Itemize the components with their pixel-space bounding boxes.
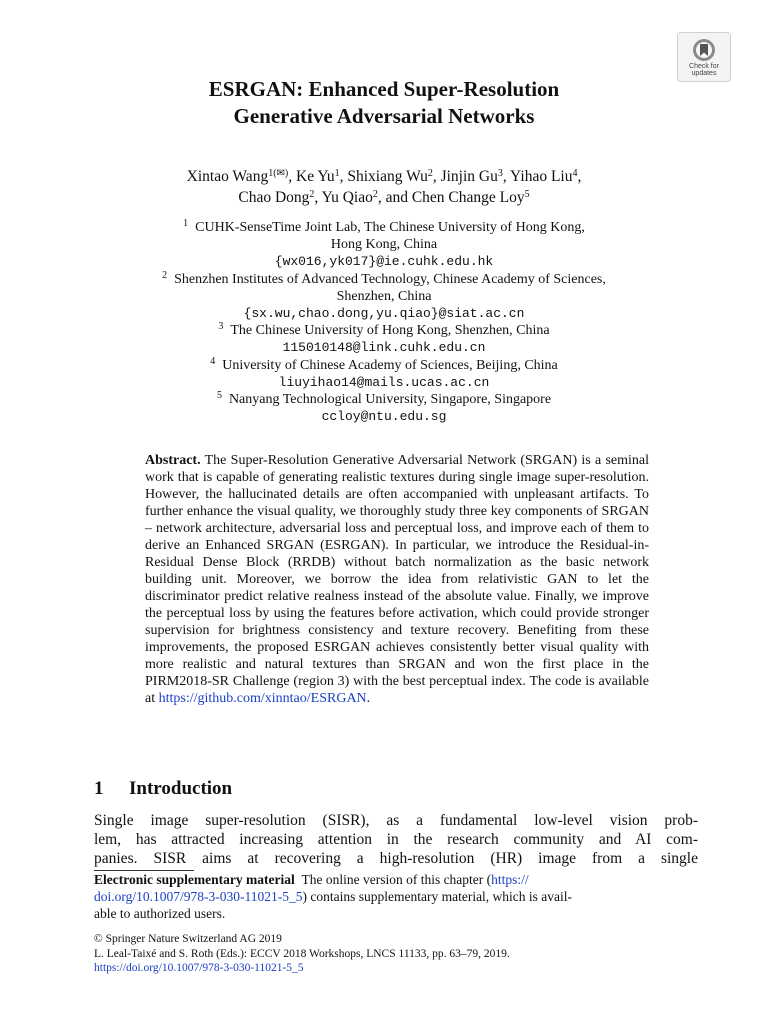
author-sup: 5 xyxy=(524,189,530,200)
abstract xyxy=(145,452,649,707)
affiliation-number: 1 xyxy=(183,218,189,229)
author-sup: 2 xyxy=(427,168,433,179)
author-line-2 xyxy=(0,187,768,208)
supplementary-note xyxy=(94,871,698,922)
badge-label-line1: Check for xyxy=(689,63,719,70)
affiliation-text: Nanyang Technological University, Singapore, Singapore xyxy=(228,392,552,408)
affiliation-number: 4 xyxy=(210,355,216,367)
author-separator: , and xyxy=(377,189,412,206)
affiliation-text: Shenzhen Institutes of Advanced Technology, Chinese Academy of Sciences, xyxy=(174,271,606,287)
affiliation-text: University of Chinese Academy of Sciences, Beijing, China xyxy=(222,357,558,373)
intro-line: Single image super-resolution (SISR), as a fundamental low-level vision prob- xyxy=(94,812,698,829)
title-line-2: Generative Adversarial Networks xyxy=(233,104,535,128)
author-sup: 2 xyxy=(372,189,378,200)
esm-text: The online version of this chapter ( xyxy=(301,872,492,887)
esm-line-2 xyxy=(94,888,698,905)
affiliation-4-line-1 xyxy=(0,357,768,374)
author-name: Shixiang Wu xyxy=(347,168,428,185)
author-name: Chen Change Loy xyxy=(411,189,525,206)
affiliation-number: 3 xyxy=(218,321,224,333)
title-line-1: ESRGAN: Enhanced Super-Resolution xyxy=(208,77,560,101)
author-sup: 1(✉) xyxy=(268,168,289,179)
author-name: Jinjin Gu xyxy=(440,168,498,185)
affiliation-4-email[interactable]: liuyihao14@mails.ucas.ac.cn xyxy=(278,374,490,390)
affiliation-2-line-1 xyxy=(0,271,768,288)
author-name: Yihao Liu xyxy=(510,168,573,185)
citation-line: L. Leal-Taixé and S. Roth (Eds.): ECCV 2018 Workshops, LNCS 11133, pp. 63–79, 2019. xyxy=(94,947,510,960)
author-line-1 xyxy=(0,166,768,187)
author-name: Yu Qiao xyxy=(321,189,373,206)
author-separator: , xyxy=(314,189,322,206)
author-separator: , xyxy=(432,168,441,185)
affiliation-1-line-1 xyxy=(0,219,768,236)
affiliation-2-line-2: Shenzhen, China xyxy=(336,288,432,304)
author-name: Ke Yu xyxy=(296,168,335,185)
abstract-end: . xyxy=(366,691,371,706)
copyright-footer xyxy=(94,932,698,976)
section-heading xyxy=(94,778,232,800)
bookmark-icon xyxy=(691,37,717,63)
author-list xyxy=(0,166,768,208)
badge-label-line2: updates xyxy=(691,70,717,77)
abstract-text: The Super-Resolution Generative Adversarial Network (SRGAN) is a seminal work that is capable of generating realistic textures during single image super-resolution. However, the hallucinated details are often accompanied with unpleasant artifacts. To further enhance the visual quality, we thoroughly study three key components of SRGAN – network architecture, adversarial loss and perceptual loss, and improve each of them to derive an Enhanced SRGAN (ESRGAN). In particular, we introduce the Residual-in-Residual Dense Block (RRDB) without batch normalization as the basic network building unit. Moreover, we borrow the idea from relativistic GAN to let the discriminator predict relative realness instead of the absolute value. Finally, we improve the perceptual loss by using the features before activation, which could provide stronger supervision for brightness consistency and texture recovery. Benefiting from these improvements, the proposed ESRGAN achieves consistently better visual quality with more realistic and natural textures than SRGAN and won the first place in the PIRM2018-SR Challenge (region 3) with the best perceptual index. The code is available at xyxy=(145,453,650,706)
author-sup: 1 xyxy=(334,168,340,179)
author-sup: 2 xyxy=(309,189,315,200)
author-separator: , xyxy=(502,168,511,185)
affiliation-2-email[interactable]: {sx.wu,chao.dong,yu.qiao}@siat.ac.cn xyxy=(243,306,525,322)
author-separator: , xyxy=(339,168,348,185)
author-separator: , xyxy=(577,168,582,185)
affiliation-1-line-2: Hong Kong, China xyxy=(330,237,438,253)
affiliation-3-email[interactable]: 115010148@link.cuhk.edu.cn xyxy=(282,340,486,356)
intro-line: panies. SISR aims at recovering a high-resolution (HR) image from a single xyxy=(94,850,698,867)
affiliation-5-line-1 xyxy=(0,391,768,408)
author-name: Chao Dong xyxy=(238,189,310,206)
affiliation-3-line-1 xyxy=(0,322,768,339)
affiliation-text: CUHK-SenseTime Joint Lab, The Chinese University of Hong Kong, xyxy=(195,220,585,235)
copyright-line: © Springer Nature Switzerland AG 2019 xyxy=(94,933,282,945)
author-sup: 4 xyxy=(572,168,578,179)
esm-line-1 xyxy=(94,871,698,888)
section-title: Introduction xyxy=(129,778,233,799)
paper-title xyxy=(0,76,768,130)
esm-link-part-1[interactable]: https:// xyxy=(491,872,529,887)
author-sup: 3 xyxy=(497,168,503,179)
intro-paragraph xyxy=(94,811,698,868)
esm-label: Electronic supplementary material xyxy=(94,872,295,887)
esm-text: ) contains supplementary material, which is avail- xyxy=(302,889,573,904)
author-separator: , xyxy=(288,168,296,185)
intro-line: lem, has attracted increasing attention in the research community and AI com- xyxy=(94,831,698,848)
affiliation-1-email[interactable]: {wx016,yk017}@ie.cuhk.edu.hk xyxy=(274,254,494,270)
check-for-updates-badge[interactable] xyxy=(677,32,731,82)
affiliations xyxy=(0,219,768,425)
affiliation-number: 2 xyxy=(162,269,168,281)
doi-link[interactable]: https://doi.org/10.1007/978-3-030-11021-5_5 xyxy=(94,962,304,974)
affiliation-text: The Chinese University of Hong Kong, Shenzhen, China xyxy=(230,323,550,339)
esm-line-3: able to authorized users. xyxy=(94,906,226,921)
github-link[interactable]: https://github.com/xinntao/ESRGAN xyxy=(158,691,367,706)
affiliation-5-email[interactable]: ccloy@ntu.edu.sg xyxy=(321,409,447,425)
esm-link-part-2[interactable]: doi.org/10.1007/978-3-030-11021-5_5 xyxy=(94,889,303,904)
affiliation-number: 5 xyxy=(216,390,222,402)
abstract-label: Abstract. xyxy=(145,453,201,468)
section-number: 1 xyxy=(94,778,104,799)
author-name: Xintao Wang xyxy=(186,168,269,185)
